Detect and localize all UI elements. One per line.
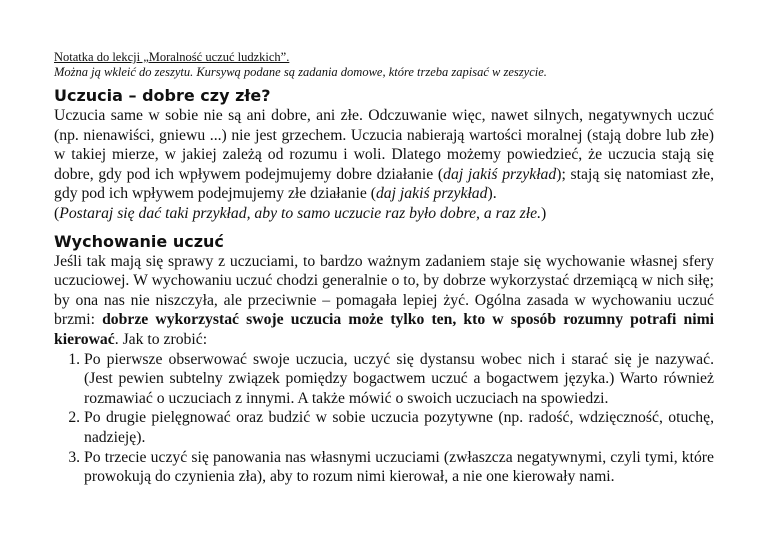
steps-list <box>54 350 714 487</box>
text-run: ) <box>541 204 547 222</box>
list-item: 3. Po trzecie uczyć się panowania nas własnymi uczuciami (zwłaszcza negatywnymi, czyli tymi, które prowokują do czynienia zła), aby to rozum nimi kierował, a nie one kierowały nami. <box>84 448 714 487</box>
text-run: ( <box>54 204 60 222</box>
text-run: ); stają się natomiast złe, gdy pod ich wpływem podejmujemy złe działanie ( <box>54 165 714 203</box>
homework-task: Postaraj się dać taki przykład, aby to samo uczucie raz było dobre, a raz złe. <box>59 204 541 222</box>
text-run: ). <box>487 185 497 203</box>
note-subtitle: Można ją wkleić do zeszytu. Kursywą podane są zadania domowe, które trzeba zapisać w zeszycie. <box>54 65 547 79</box>
text-run: Jeśli tak mają się sprawy z uczuciami, to bardzo ważnym zadaniem staje się wychowanie własnej sfery uczuciowej. W wychowaniu uczuć chodzi generalnie o to, by dobrze wykorzystać drzemiącą w nich siłę; by ona nas nie niszczyła, ale przeciwnie – pomagała lepiej żyć. Ogólna zasada w wychowaniu uczuć brzmi: <box>54 252 714 329</box>
homework-example-2: daj jakiś przykład <box>375 185 488 203</box>
list-item: 1. Po pierwsze obserwować swoje uczucia, uczyć się dystansu wobec nich i starać się je nazywać. (Jest pewien subtelny związek pomiędzy bogactwem uczuć a bogactwem języka.) Warto również rozmawiać o uczuciach z innymi. A także mówić o swoich uczuciach na spowiedzi. <box>84 350 714 409</box>
homework-example-1: daj jakiś przykład <box>443 165 557 183</box>
list-item: 2. Po drugie pielęgnować oraz budzić w sobie uczucia pozytywne (np. radość, wdzięczność, otuchę, nadzieję). <box>84 408 714 447</box>
section-heading-feelings: Uczucia – dobre czy złe? <box>54 86 271 105</box>
key-rule: dobrze wykorzystać swoje uczucia może tylko ten, kto w sposób rozumny potrafi nimi kierować <box>54 311 714 348</box>
paragraph-feelings <box>54 106 714 224</box>
text-run: Uczucia same w sobie nie są ani dobre, ani złe. Odczuwanie więc, nawet silnych, negatywnych uczuć (np. nienawiści, gniewu ...) nie jest grzechem. Uczucia nabierają wartości moralnej (stają dobre lub złe) w takiej mierze, w jakiej zależą od rozumu i woli. Dlatego możemy powiedzieć, że uczucia stają się dobre, gdy pod ich wpływem podejmujemy dobre działanie ( <box>54 107 714 183</box>
paragraph-upbringing <box>54 252 714 350</box>
note-title: Notatka do lekcji „Moralność uczuć ludzkich”. <box>54 50 290 64</box>
text-run: . Jak to zrobić: <box>114 330 208 348</box>
section-heading-upbringing: Wychowanie uczuć <box>54 231 224 251</box>
